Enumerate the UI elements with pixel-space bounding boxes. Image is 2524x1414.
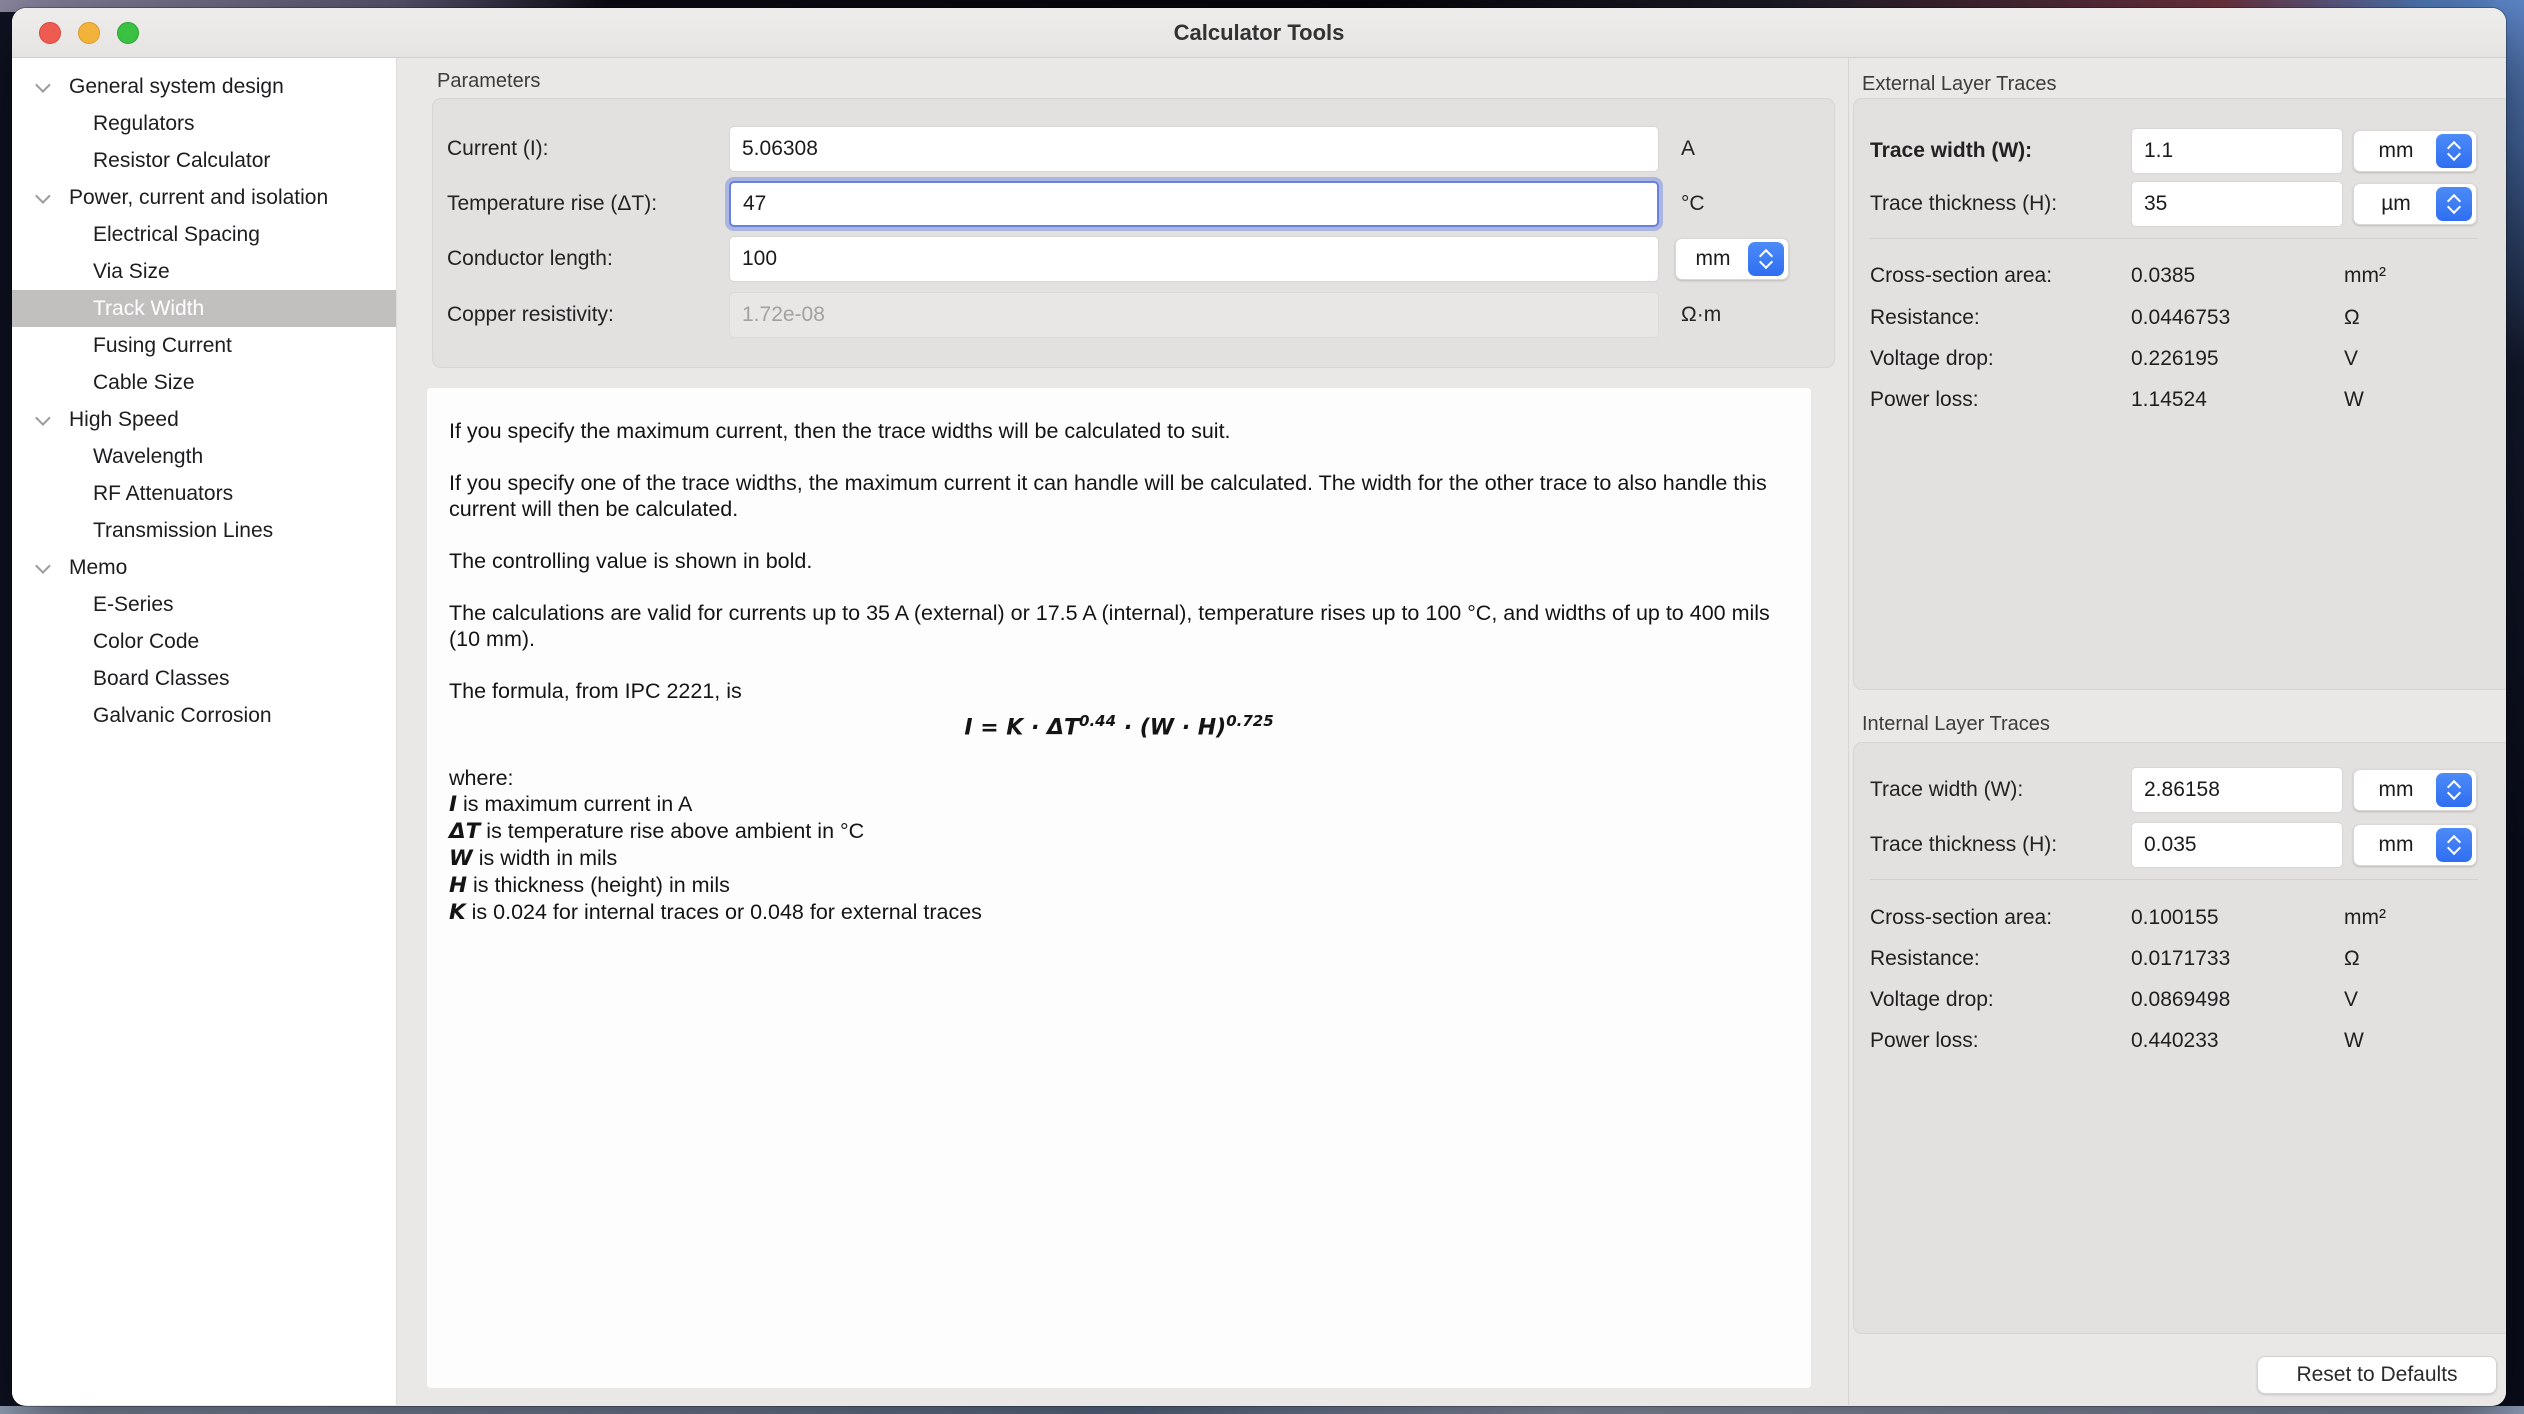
copper-resistivity-label: Copper resistivity: (447, 303, 614, 326)
track-width-calculator-panel (397, 58, 2506, 1405)
sidebar-item-board-classes[interactable]: Board Classes (93, 666, 230, 690)
internal-trace-thickness-label: Trace thickness (H): (1870, 833, 2058, 856)
internal-trace-thickness-input[interactable] (2131, 822, 2343, 868)
internal-resistance-unit: Ω (2344, 947, 2360, 970)
external-trace-thickness-unit-dropdown[interactable]: µm (2353, 183, 2477, 225)
internal-resistance-value: 0.0171733 (2131, 947, 2231, 970)
dropdown-stepper-icon[interactable] (1748, 242, 1784, 276)
temperature-rise-input[interactable] (729, 181, 1659, 227)
internal-cross-section-unit: mm² (2344, 906, 2386, 929)
desktop-bottom-strip (0, 1406, 2524, 1414)
sidebar-item-power-current-isolation[interactable]: Power, current and isolation (12, 179, 396, 216)
external-trace-width-label: Trace width (W): (1870, 139, 2033, 162)
chevron-down-icon[interactable] (35, 558, 51, 574)
variable-definition: H is thickness (height) in mils (449, 873, 730, 899)
copper-resistivity-unit: Ω·m (1681, 303, 1722, 326)
calculator-tree-sidebar (12, 58, 397, 1405)
parameters-groupbox (432, 98, 1835, 368)
external-layer-traces-groupbox (1853, 98, 2506, 690)
variable-definition: W is width in mils (449, 846, 618, 872)
separator (1870, 238, 2478, 239)
sidebar-item-high-speed[interactable]: High Speed (12, 401, 396, 438)
external-power-loss-label: Power loss: (1870, 388, 1979, 411)
internal-trace-width-label: Trace width (W): (1870, 778, 2024, 801)
minimize-window-button[interactable] (78, 22, 100, 44)
sidebar-item-wavelength[interactable]: Wavelength (93, 444, 204, 468)
conductor-length-unit-dropdown[interactable]: mm (1675, 238, 1789, 280)
calculator-description (427, 388, 1811, 1388)
current-input[interactable] (729, 126, 1659, 172)
window-titlebar (12, 8, 2506, 58)
external-trace-width-input[interactable] (2131, 128, 2343, 174)
internal-power-loss-label: Power loss: (1870, 1029, 1979, 1052)
internal-cross-section-value: 0.100155 (2131, 906, 2219, 929)
internal-voltage-drop-value: 0.0869498 (2131, 988, 2231, 1011)
ipc2221-formula: $I = K \cdot \Delta T^{0.44} \cdot (W \cdot H)^{0.725}$ (964, 712, 1274, 741)
sidebar-item-transmission-lines[interactable]: Transmission Lines (93, 518, 274, 542)
external-trace-width-unit-dropdown[interactable]: mm (2353, 130, 2477, 172)
temperature-rise-label: Temperature rise (ΔT): (447, 192, 658, 215)
internal-trace-width-unit-dropdown[interactable]: mm (2353, 769, 2477, 811)
variable-definition: K is 0.024 for internal traces or 0.048 for external traces (449, 900, 982, 926)
external-voltage-drop-unit: V (2344, 347, 2359, 370)
external-trace-thickness-input[interactable] (2131, 181, 2343, 227)
external-resistance-label: Resistance: (1870, 306, 1980, 329)
dropdown-stepper-icon[interactable] (2436, 773, 2472, 807)
external-voltage-drop-value: 0.226195 (2131, 347, 2219, 370)
external-voltage-drop-label: Voltage drop: (1870, 347, 1994, 370)
internal-layer-traces-groupbox (1853, 742, 2506, 1334)
window-title: Calculator Tools (1173, 19, 1345, 45)
external-cross-section-unit: mm² (2344, 264, 2386, 287)
parameters-section-label: Parameters (437, 70, 541, 92)
dropdown-stepper-icon[interactable] (2436, 187, 2472, 221)
chevron-down-icon[interactable] (35, 77, 51, 93)
sidebar-item-color-code[interactable]: Color Code (93, 629, 200, 653)
sidebar-item-via-size[interactable]: Via Size (93, 259, 170, 283)
panel-divider (1848, 58, 1849, 1405)
internal-voltage-drop-unit: V (2344, 988, 2359, 1011)
close-window-button[interactable] (39, 22, 61, 44)
external-resistance-value: 0.0446753 (2131, 306, 2231, 329)
sidebar-item-memo[interactable]: Memo (12, 549, 396, 586)
variable-definition: ΔT is temperature rise above ambient in °C (449, 819, 865, 845)
external-cross-section-value: 0.0385 (2131, 264, 2196, 287)
external-layer-traces-label: External Layer Traces (1862, 73, 2057, 95)
current-unit: A (1681, 137, 1696, 160)
internal-voltage-drop-label: Voltage drop: (1870, 988, 1994, 1011)
sidebar-item-track-width[interactable]: Track Width (12, 290, 396, 327)
chevron-down-icon[interactable] (35, 188, 51, 204)
sidebar-item-e-series[interactable]: E-Series (93, 592, 174, 616)
where-label: where: (449, 766, 514, 791)
description-paragraph: The calculations are valid for currents up to 35 A (external) or 17.5 A (internal), temperature rises up to 100 °C, and widths of up to 400 mils (10 mm). (449, 601, 1770, 651)
description-paragraph: The controlling value is shown in bold. (449, 549, 813, 573)
chevron-down-icon[interactable] (35, 410, 51, 426)
window-controls (39, 8, 139, 57)
description-paragraph: If you specify the maximum current, then the trace widths will be calculated to suit. (449, 419, 1231, 443)
conductor-length-label: Conductor length: (447, 247, 613, 270)
conductor-length-input[interactable] (729, 236, 1659, 282)
external-cross-section-label: Cross-section area: (1870, 264, 2053, 287)
external-power-loss-value: 1.14524 (2131, 388, 2207, 411)
sidebar-item-resistor-calculator[interactable]: Resistor Calculator (93, 148, 271, 172)
sidebar-item-regulators[interactable]: Regulators (93, 111, 195, 135)
sidebar-item-electrical-spacing[interactable]: Electrical Spacing (93, 222, 260, 246)
description-paragraph: If you specify one of the trace widths, the maximum current it can handle will be calculated. The width for the other trace to also handle this current will then be calculated. (449, 471, 1767, 521)
sidebar-item-general-system-design[interactable]: General system design (12, 68, 396, 105)
current-label: Current (I): (447, 137, 549, 160)
dropdown-stepper-icon[interactable] (2436, 828, 2472, 862)
external-power-loss-unit: W (2344, 388, 2364, 411)
dropdown-stepper-icon[interactable] (2436, 134, 2472, 168)
internal-power-loss-value: 0.440233 (2131, 1029, 2219, 1052)
internal-cross-section-label: Cross-section area: (1870, 906, 2053, 929)
zoom-window-button[interactable] (117, 22, 139, 44)
sidebar-item-cable-size[interactable]: Cable Size (93, 370, 195, 394)
description-paragraph: The formula, from IPC 2221, is (449, 679, 742, 703)
temperature-rise-unit: °C (1681, 192, 1705, 215)
calculator-tools-window (12, 8, 2506, 1406)
copper-resistivity-input (729, 292, 1659, 338)
internal-trace-width-input[interactable] (2131, 767, 2343, 813)
separator (1870, 879, 2478, 880)
sidebar-item-fusing-current[interactable]: Fusing Current (93, 333, 232, 357)
external-resistance-unit: Ω (2344, 306, 2360, 329)
variable-definition: I is maximum current in A (449, 792, 693, 818)
internal-layer-traces-label: Internal Layer Traces (1862, 713, 2050, 735)
sidebar-item-rf-attenuators[interactable]: RF Attenuators (93, 481, 234, 505)
internal-trace-thickness-unit-dropdown[interactable]: mm (2353, 824, 2477, 866)
external-trace-thickness-label: Trace thickness (H): (1870, 192, 2058, 215)
reset-to-defaults-button[interactable]: Reset to Defaults (2257, 1356, 2497, 1394)
sidebar-item-galvanic-corrosion[interactable]: Galvanic Corrosion (93, 703, 272, 727)
internal-resistance-label: Resistance: (1870, 947, 1980, 970)
internal-power-loss-unit: W (2344, 1029, 2364, 1052)
